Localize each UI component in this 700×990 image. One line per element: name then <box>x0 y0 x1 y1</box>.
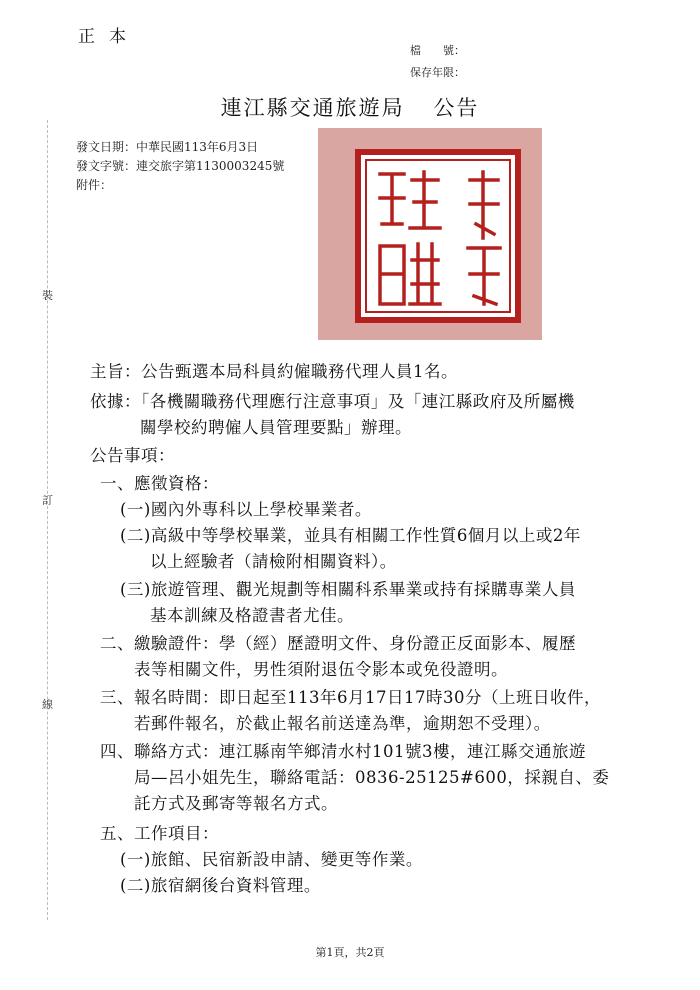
binding-mark-ding: 訂 <box>42 494 53 507</box>
section-1-item-2-line-2: 以上經驗者（請檢附相關資料）。 <box>150 552 397 571</box>
page-number: 第1頁，共2頁 <box>315 946 385 959</box>
section-1-item-3-line-2: 基本訓練及格證書者尤佳。 <box>150 606 354 625</box>
section-5-title: 五、工作項目： <box>100 824 219 843</box>
section-5-item-1: (一)旅館、民宿新設申請、變更等作業。 <box>120 850 423 869</box>
copy-mark: 正本 <box>78 27 140 47</box>
file-number-label: 檔 號： <box>410 44 465 57</box>
official-seal-stamp <box>318 128 542 340</box>
section-1-title: 一、應徵資格： <box>100 474 219 493</box>
section-1-item-3-line-1: (三)旅遊管理、觀光規劃等相關科系畢業或持有採購專業人員 <box>120 580 576 599</box>
notice-heading: 公告事項： <box>90 446 175 465</box>
section-3-line-2: 若郵件報名，於截止報名前送達為準，逾期恕不受理）。 <box>134 714 551 733</box>
section-1-item-2-line-1: (二)高級中等學校畢業，並具有相關工作性質6個月以上或2年 <box>120 526 581 545</box>
document-title <box>0 92 700 122</box>
section-2-line-1: 二、繳驗證件：學（經）歷證明文件、身份證正反面影本、履歷 <box>100 634 576 653</box>
attachment-label: 附件： <box>76 178 113 192</box>
section-4-line-1: 四、聯絡方式：連江縣南竿鄉清水村101號3樓，連江縣交通旅遊 <box>100 742 586 761</box>
retention-period-label: 保存年限： <box>410 66 465 79</box>
binding-mark-zhuang: 裝 <box>42 289 53 302</box>
agency-name: 連江縣交通旅遊局 <box>220 96 405 120</box>
section-4-line-2: 局—呂小姐先生，聯絡電話：0836-25125#600，採親自、委 <box>134 768 610 787</box>
subject-line: 主旨：公告甄選本局科員約僱職務代理人員1名。 <box>90 362 458 381</box>
section-1-item-1: (一)國內外專科以上學校畢業者。 <box>120 500 372 519</box>
reference-number: 發文字號：連交旅字第1130003245號 <box>76 159 285 173</box>
document-type: 公告 <box>433 96 480 120</box>
section-5-item-2: (二)旅宿網後台資料管理。 <box>120 876 321 895</box>
issue-date: 發文日期：中華民國113年6月3日 <box>76 140 259 154</box>
basis-line-1: 依據：「各機關職務代理應行注意事項」及「連江縣政府及所屬機 <box>90 392 575 411</box>
basis-line-2: 關學校約聘僱人員管理要點」辦理。 <box>140 418 412 437</box>
section-4-line-3: 託方式及郵寄等報名方式。 <box>134 794 338 813</box>
section-2-line-2: 表等相關文件，男性須附退伍令影本或免役證明。 <box>134 660 508 679</box>
binding-margin-line <box>47 120 48 920</box>
section-3-line-1: 三、報名時間：即日起至113年6月17日17時30分（上班日收件， <box>100 688 601 707</box>
binding-mark-xian: 線 <box>42 698 53 711</box>
seal-graphic <box>318 128 542 340</box>
